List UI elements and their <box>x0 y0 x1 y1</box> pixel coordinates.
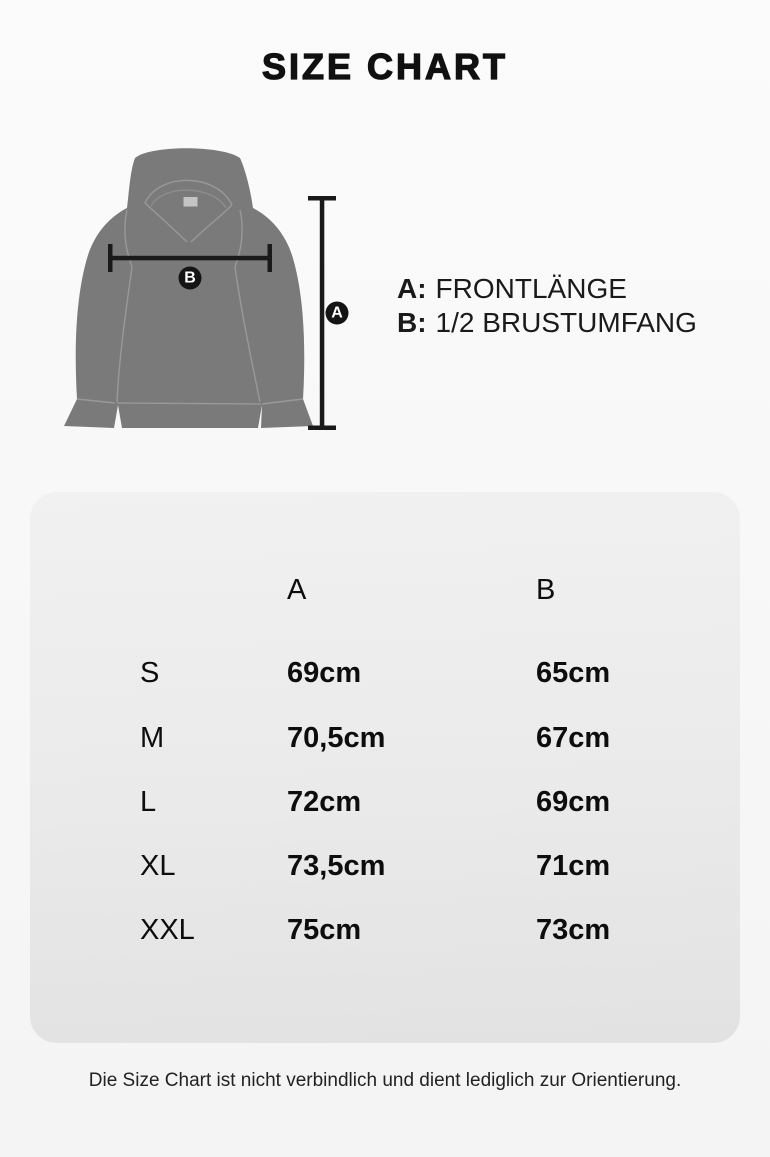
legend-line-a <box>397 272 697 306</box>
value-a: 72cm <box>287 786 362 818</box>
column-header-b: B <box>536 574 556 606</box>
value-a: 75cm <box>287 914 362 946</box>
column-header-a: A <box>287 574 307 606</box>
size-label: XXL <box>140 914 195 946</box>
legend-key-b: B: <box>397 307 427 338</box>
value-b: 65cm <box>536 657 611 689</box>
size-table-card <box>30 492 740 1043</box>
legend-label-a: FRONTLÄNGE <box>435 273 627 304</box>
value-a: 70,5cm <box>287 722 386 754</box>
value-a: 69cm <box>287 657 362 689</box>
measurement-line-a <box>308 196 349 430</box>
value-b: 69cm <box>536 786 611 818</box>
size-label: L <box>140 786 157 818</box>
page-title: SIZE CHART <box>262 46 508 87</box>
size-label: S <box>140 657 160 689</box>
disclaimer-note: Die Size Chart ist nicht verbindlich und dient lediglich zur Orientierung. <box>88 1070 682 1091</box>
legend-line-b <box>397 306 697 340</box>
value-b: 71cm <box>536 850 611 882</box>
value-b: 73cm <box>536 914 611 946</box>
marker-b-label: B <box>184 269 196 287</box>
measurement-legend <box>397 272 697 340</box>
marker-a-label: A <box>331 304 343 322</box>
value-b: 67cm <box>536 722 611 754</box>
legend-key-a: A: <box>397 273 427 304</box>
legend-label-b: 1/2 BRUSTUMFANG <box>435 307 697 338</box>
hoodie-measurement-diagram <box>55 140 365 450</box>
size-label: XL <box>140 850 176 882</box>
neck-label <box>184 197 198 207</box>
value-a: 73,5cm <box>287 850 386 882</box>
size-label: M <box>140 722 165 754</box>
